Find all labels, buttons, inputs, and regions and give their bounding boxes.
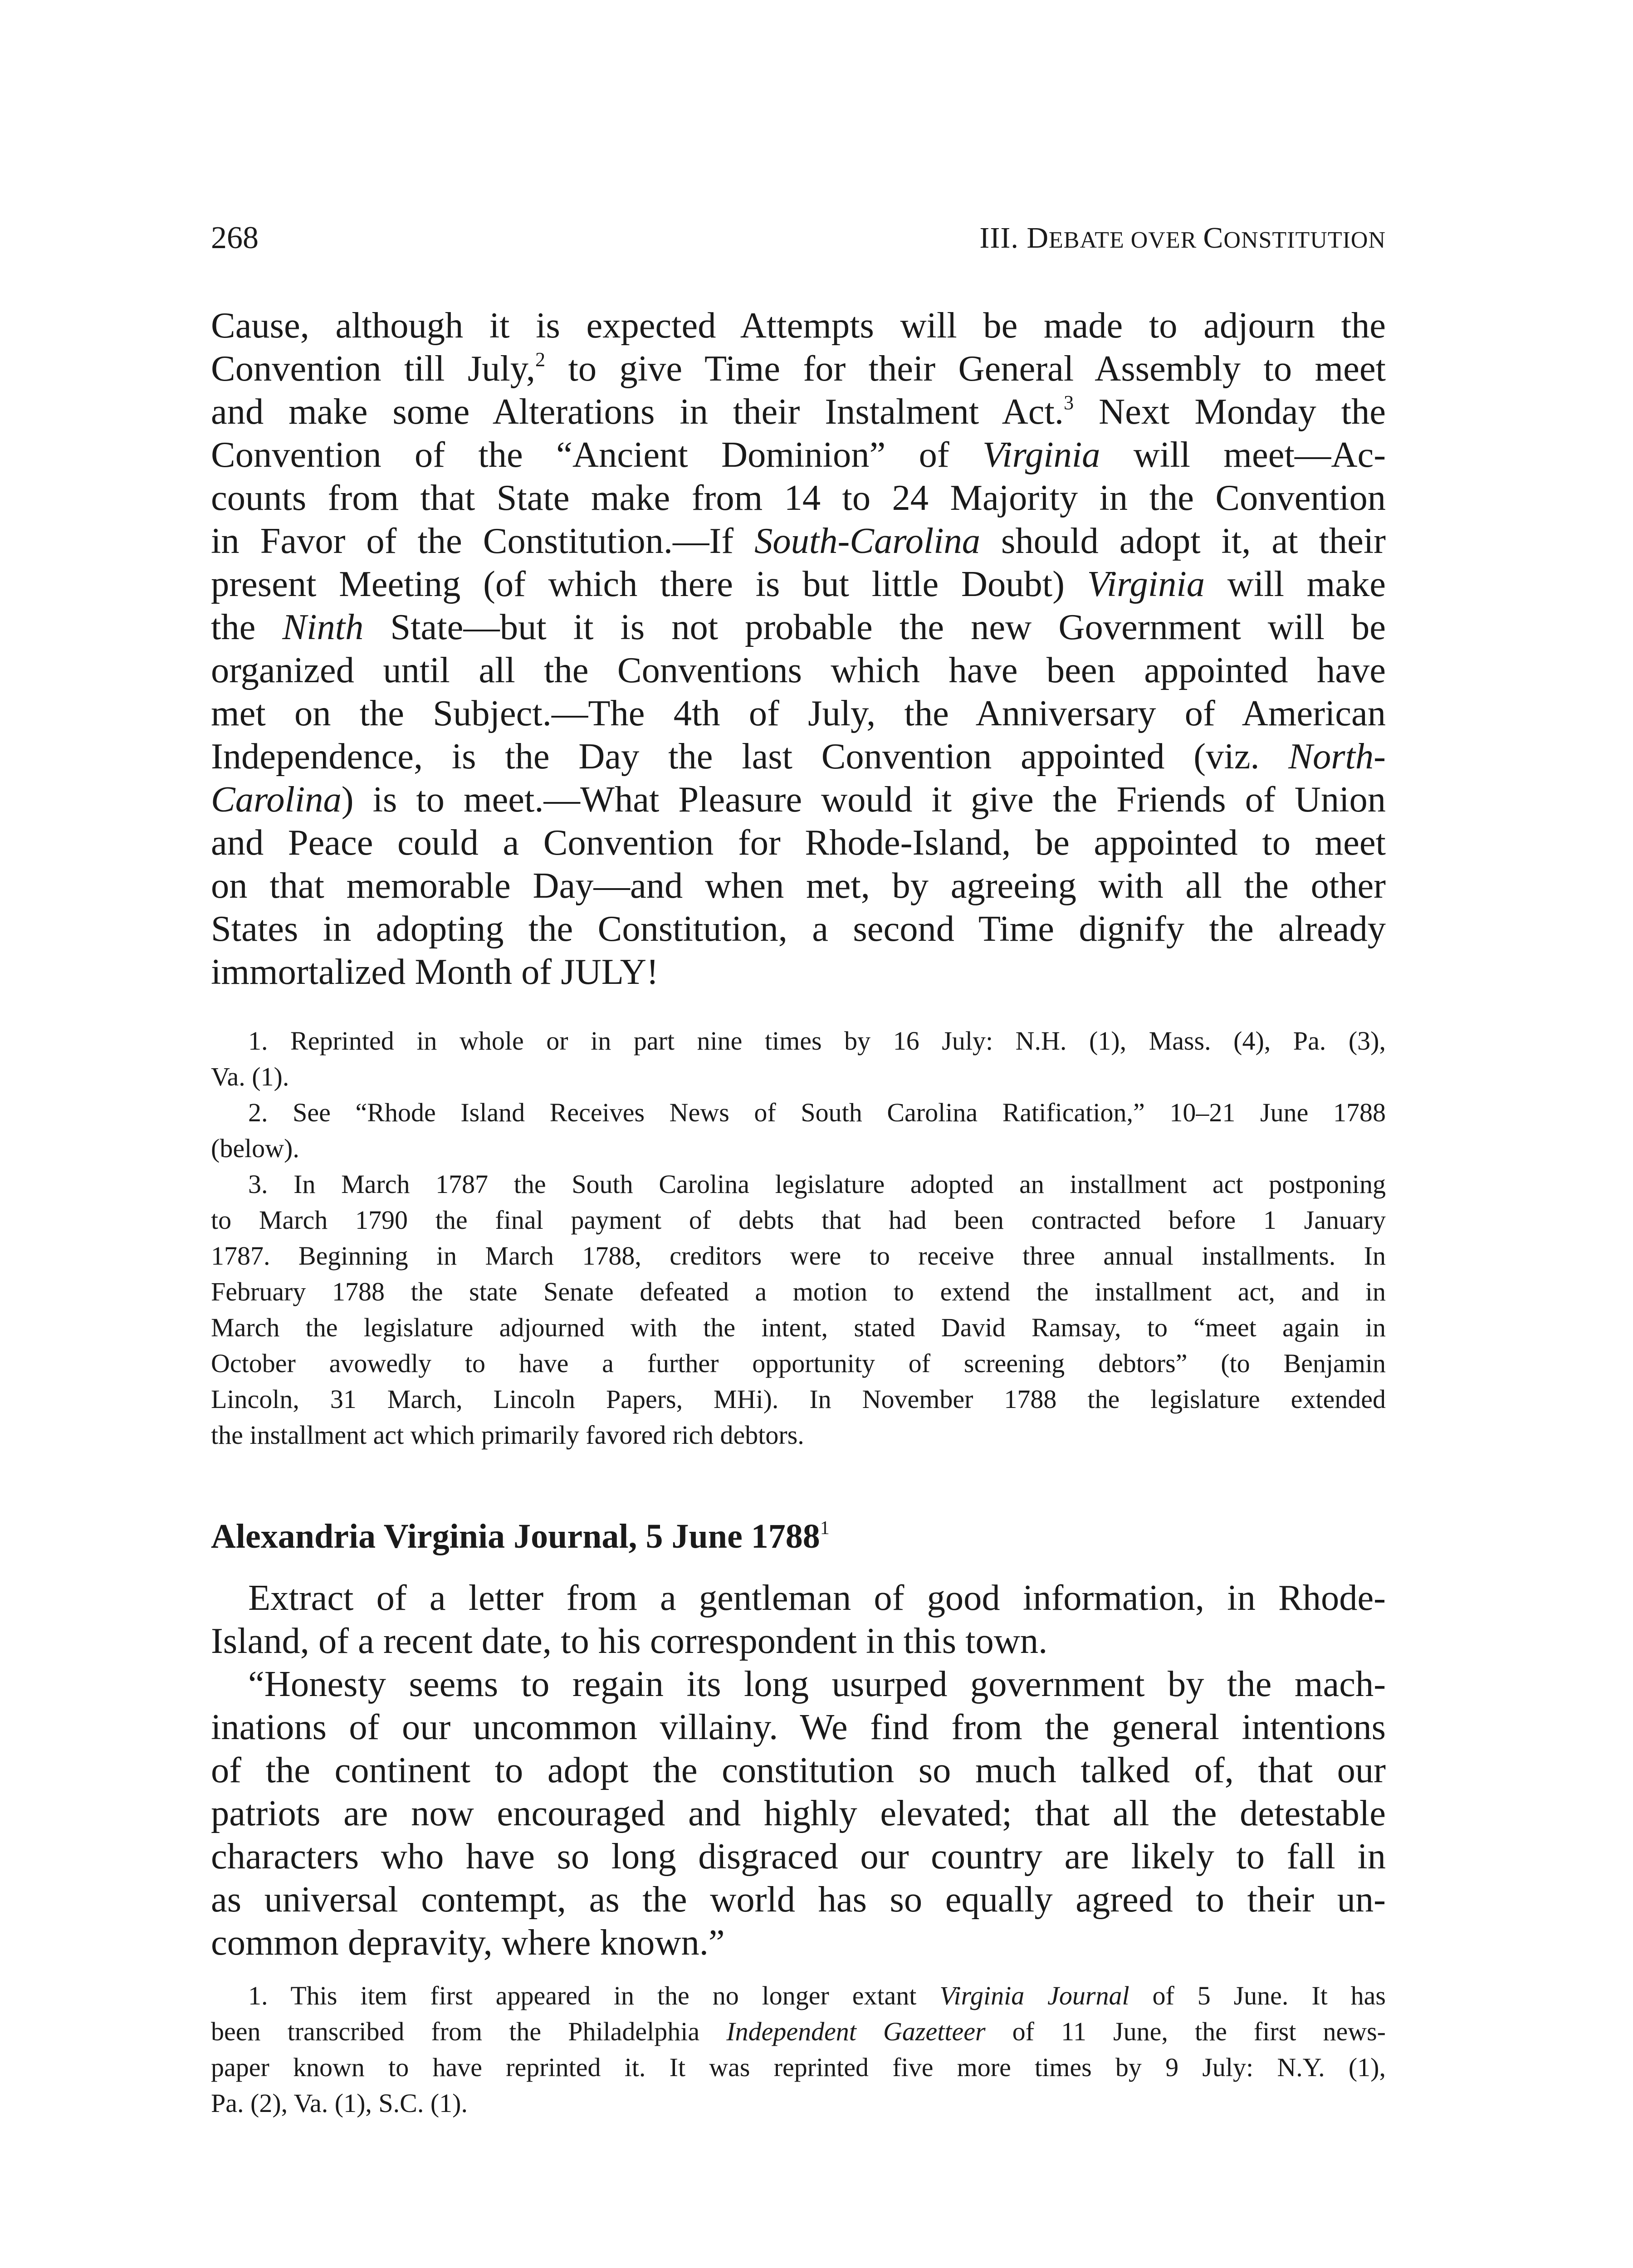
footnotes-section-1: [211, 1023, 1386, 1453]
section-title-roman: III. D: [979, 221, 1049, 254]
footnote-ref: 1: [820, 1517, 830, 1539]
italic-text: Ninth: [282, 607, 364, 647]
section-title-c: C: [1203, 221, 1224, 254]
text-span: Convention of the “Ancient Dominion” of: [211, 435, 983, 475]
document-heading-text: Alexandria Virginia Journal, 5 June 1788: [211, 1517, 820, 1555]
text-line: [211, 562, 1386, 606]
text-span: Independence, is the Day the last Convention appointed (viz.: [211, 736, 1289, 777]
section-title-rest: EBATE OVER: [1049, 227, 1203, 253]
text-line: met on the Subject.—The 4th of July, the Anniversary of American: [211, 693, 1386, 733]
text-line: common depravity, where known.”: [211, 1922, 725, 1963]
note-line: Pa. (2), Va. (1), S.C. (1).: [211, 2088, 468, 2118]
footnote-1: [211, 1023, 1386, 1095]
document-heading: [211, 1515, 1386, 1558]
note-line: 3. In March 1787 the South Carolina legislature adopted an installment act postponing: [248, 1169, 1386, 1199]
text-line: patriots are now encouraged and highly elevated; that all the detestable: [211, 1793, 1386, 1833]
text-span: should adopt it, at their: [980, 521, 1386, 561]
text-span: in Favor of the Constitution.—If: [211, 521, 755, 561]
note-line: October avowedly to have a further opportunity of screening debtors” (to Benjamin: [211, 1349, 1386, 1378]
text-span: 1. This item first appeared in the no longer extant: [248, 1981, 940, 2010]
text-line: [211, 519, 1386, 562]
section-title: [979, 218, 1386, 261]
note-line: paper known to have reprinted it. It was reprinted five more times by 9 July: N.Y. (1),: [211, 2053, 1386, 2082]
text-line: on that memorable Day—and when met, by agreeing with all the other: [211, 865, 1386, 906]
text-span: been transcribed from the Philadelphia: [211, 2017, 727, 2046]
text-line: States in adopting the Constitution, a second Time dignify the already: [211, 909, 1386, 949]
text-span: the: [211, 607, 283, 647]
text-span: present Meeting (of which there is but little Doubt): [211, 564, 1087, 604]
note-line: [211, 2014, 1386, 2049]
footnote-2: [211, 1095, 1386, 1166]
text-line: [211, 735, 1386, 778]
text-span: of 5 June. It has: [1129, 1981, 1386, 2010]
note-line: (below).: [211, 1134, 299, 1163]
text-span: will meet—Ac-: [1100, 435, 1386, 475]
text-span: Convention till July,: [211, 348, 535, 389]
italic-text: South-Carolina: [754, 521, 981, 561]
italic-text: Virginia: [983, 435, 1100, 475]
footnote-ref: 2: [535, 348, 546, 371]
text-line: organized until all the Conventions which have been appointed have: [211, 650, 1386, 690]
text-line: “Honesty seems to regain its long usurped government by the mach-: [248, 1664, 1386, 1704]
note-line: Lincoln, 31 March, Lincoln Papers, MHi). In November 1788 the legislature extended: [211, 1384, 1386, 1414]
note-line: March the legislature adjourned with the intent, stated David Ramsay, to “meet again in: [211, 1313, 1386, 1342]
text-line: counts from that State make from 14 to 24 Majority in the Convention: [211, 478, 1386, 518]
continued-text: [211, 304, 1386, 993]
text-line: [211, 778, 1386, 821]
text-span: State—but it is not probable the new Government will be: [363, 607, 1386, 647]
footnote-1: [211, 1978, 1386, 2121]
text-line: [211, 347, 1386, 390]
text-line: Cause, although it is expected Attempts will be made to adjourn the: [211, 305, 1386, 346]
text-line: [211, 433, 1386, 476]
note-line: to March 1790 the final payment of debts that had been contracted before 1 January: [211, 1205, 1386, 1235]
text-span: of 11 June, the first news-: [985, 2017, 1386, 2046]
note-line: 2. See “Rhode Island Receives News of South Carolina Ratification,” 10–21 June 1788: [248, 1098, 1386, 1127]
note-line: Va. (1).: [211, 1062, 289, 1091]
text-line: [211, 606, 1386, 649]
text-line: and Peace could a Convention for Rhode-Island, be appointed to meet: [211, 822, 1386, 863]
text-line: immortalized Month of JULY!: [211, 952, 659, 992]
text-line: Extract of a letter from a gentleman of good information, in Rhode-: [248, 1578, 1386, 1618]
text-span: to give Time for their General Assembly to meet: [545, 348, 1386, 389]
text-line: as universal contempt, as the world has so equally agreed to their un-: [211, 1879, 1386, 1920]
document-text: [211, 1576, 1386, 1964]
note-line: [211, 1978, 1386, 2014]
text-span: will make: [1205, 564, 1386, 604]
text-line: characters who have so long disgraced our country are likely to fall in: [211, 1836, 1386, 1877]
text-line: Island, of a recent date, to his correspondent in this town.: [211, 1621, 1048, 1661]
italic-text: North-: [1288, 736, 1386, 777]
section-title-end: ONSTITUTION: [1223, 227, 1386, 253]
text-span: and make some Alterations in their Instalment Act.: [211, 391, 1064, 432]
note-line: 1787. Beginning in March 1788, creditors were to receive three annual installments. In: [211, 1241, 1386, 1271]
italic-text: Carolina: [211, 779, 342, 820]
running-head: [211, 218, 1386, 259]
text-line: inations of our uncommon villainy. We find from the general intentions: [211, 1707, 1386, 1747]
page-number: 268: [211, 220, 259, 255]
footnote-3: [211, 1166, 1386, 1453]
text-span: Next Monday the: [1074, 391, 1386, 432]
text-line: [211, 390, 1386, 433]
note-line: February 1788 the state Senate defeated a motion to extend the installment act, and in: [211, 1277, 1386, 1306]
italic-text: Virginia Journal: [939, 1981, 1129, 2010]
italic-text: Independent Gazetteer: [726, 2017, 986, 2046]
text-line: of the continent to adopt the constitution so much talked of, that our: [211, 1750, 1386, 1790]
text-span: ) is to meet.—What Pleasure would it give the Friends of Union: [341, 779, 1386, 820]
note-line: 1. Reprinted in whole or in part nine times by 16 July: N.H. (1), Mass. (4), Pa. (3),: [248, 1026, 1386, 1056]
italic-text: Virginia: [1087, 564, 1205, 604]
note-line: the installment act which primarily favored rich debtors.: [211, 1420, 804, 1450]
document-page: [211, 0, 1386, 2268]
footnote-ref: 3: [1063, 391, 1074, 414]
footnotes-section-2: [211, 1978, 1386, 2121]
